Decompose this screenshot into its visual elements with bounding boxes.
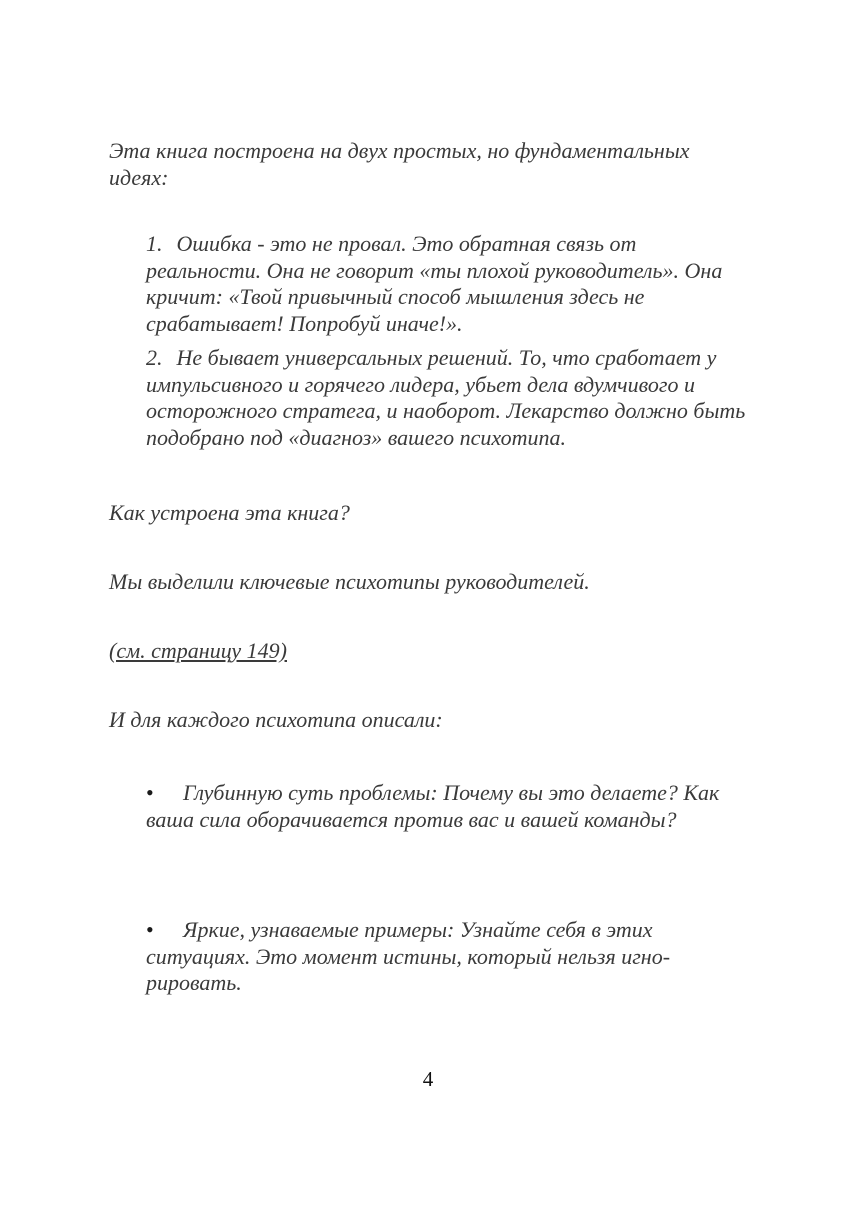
idea-item-1 [146,231,746,337]
idea-text: Не бывает универсальных решений. То, что сработает у импульсивного и горячего лидера, убьет дела вдумчивого и осторожного стратега, и наоборот. Лекарство должно быть подобрано под «диагноз» вашего психотипа. [146,345,746,450]
idea-number: 2. [146,345,163,370]
intro-paragraph: Эта книга построена на двух простых, но фундаментальных идеях: [109,138,690,190]
idea-number: 1. [146,231,163,256]
bullet-marker: • [146,780,154,805]
bullet-text: Яркие, узнаваемые примеры: Узнайте себя в этих ситуациях. Это момент истины, который нельзя игно-рировать. [146,917,671,995]
idea-text: Ошибка - это не провал. Это обратная связь от реальности. Она не говорит «ты плохой руководитель». Она кричит: «Твой привычный способ мышления здесь не срабатывает! Попробуй иначе!». [146,231,723,336]
page-number: 4 [422,1067,434,1091]
bullet-text: Глубинную суть проблемы: Почему вы это делаете? Как ваша сила оборачивается против вас и вашей команды? [146,780,720,832]
idea-item-2 [146,345,746,451]
how-heading: Как устроена эта книга? [109,500,350,525]
bullet-item-1 [146,780,750,833]
bullet-item-2 [146,917,750,997]
ideas-list [146,231,746,459]
types-paragraph: Мы выделили ключевые психотипы руководителей. [109,569,590,594]
page-reference-link[interactable]: (см. страницу 149) [109,638,287,663]
each-paragraph: И для каждого психотипа описали: [109,707,443,732]
bullet-marker: • [146,917,154,942]
